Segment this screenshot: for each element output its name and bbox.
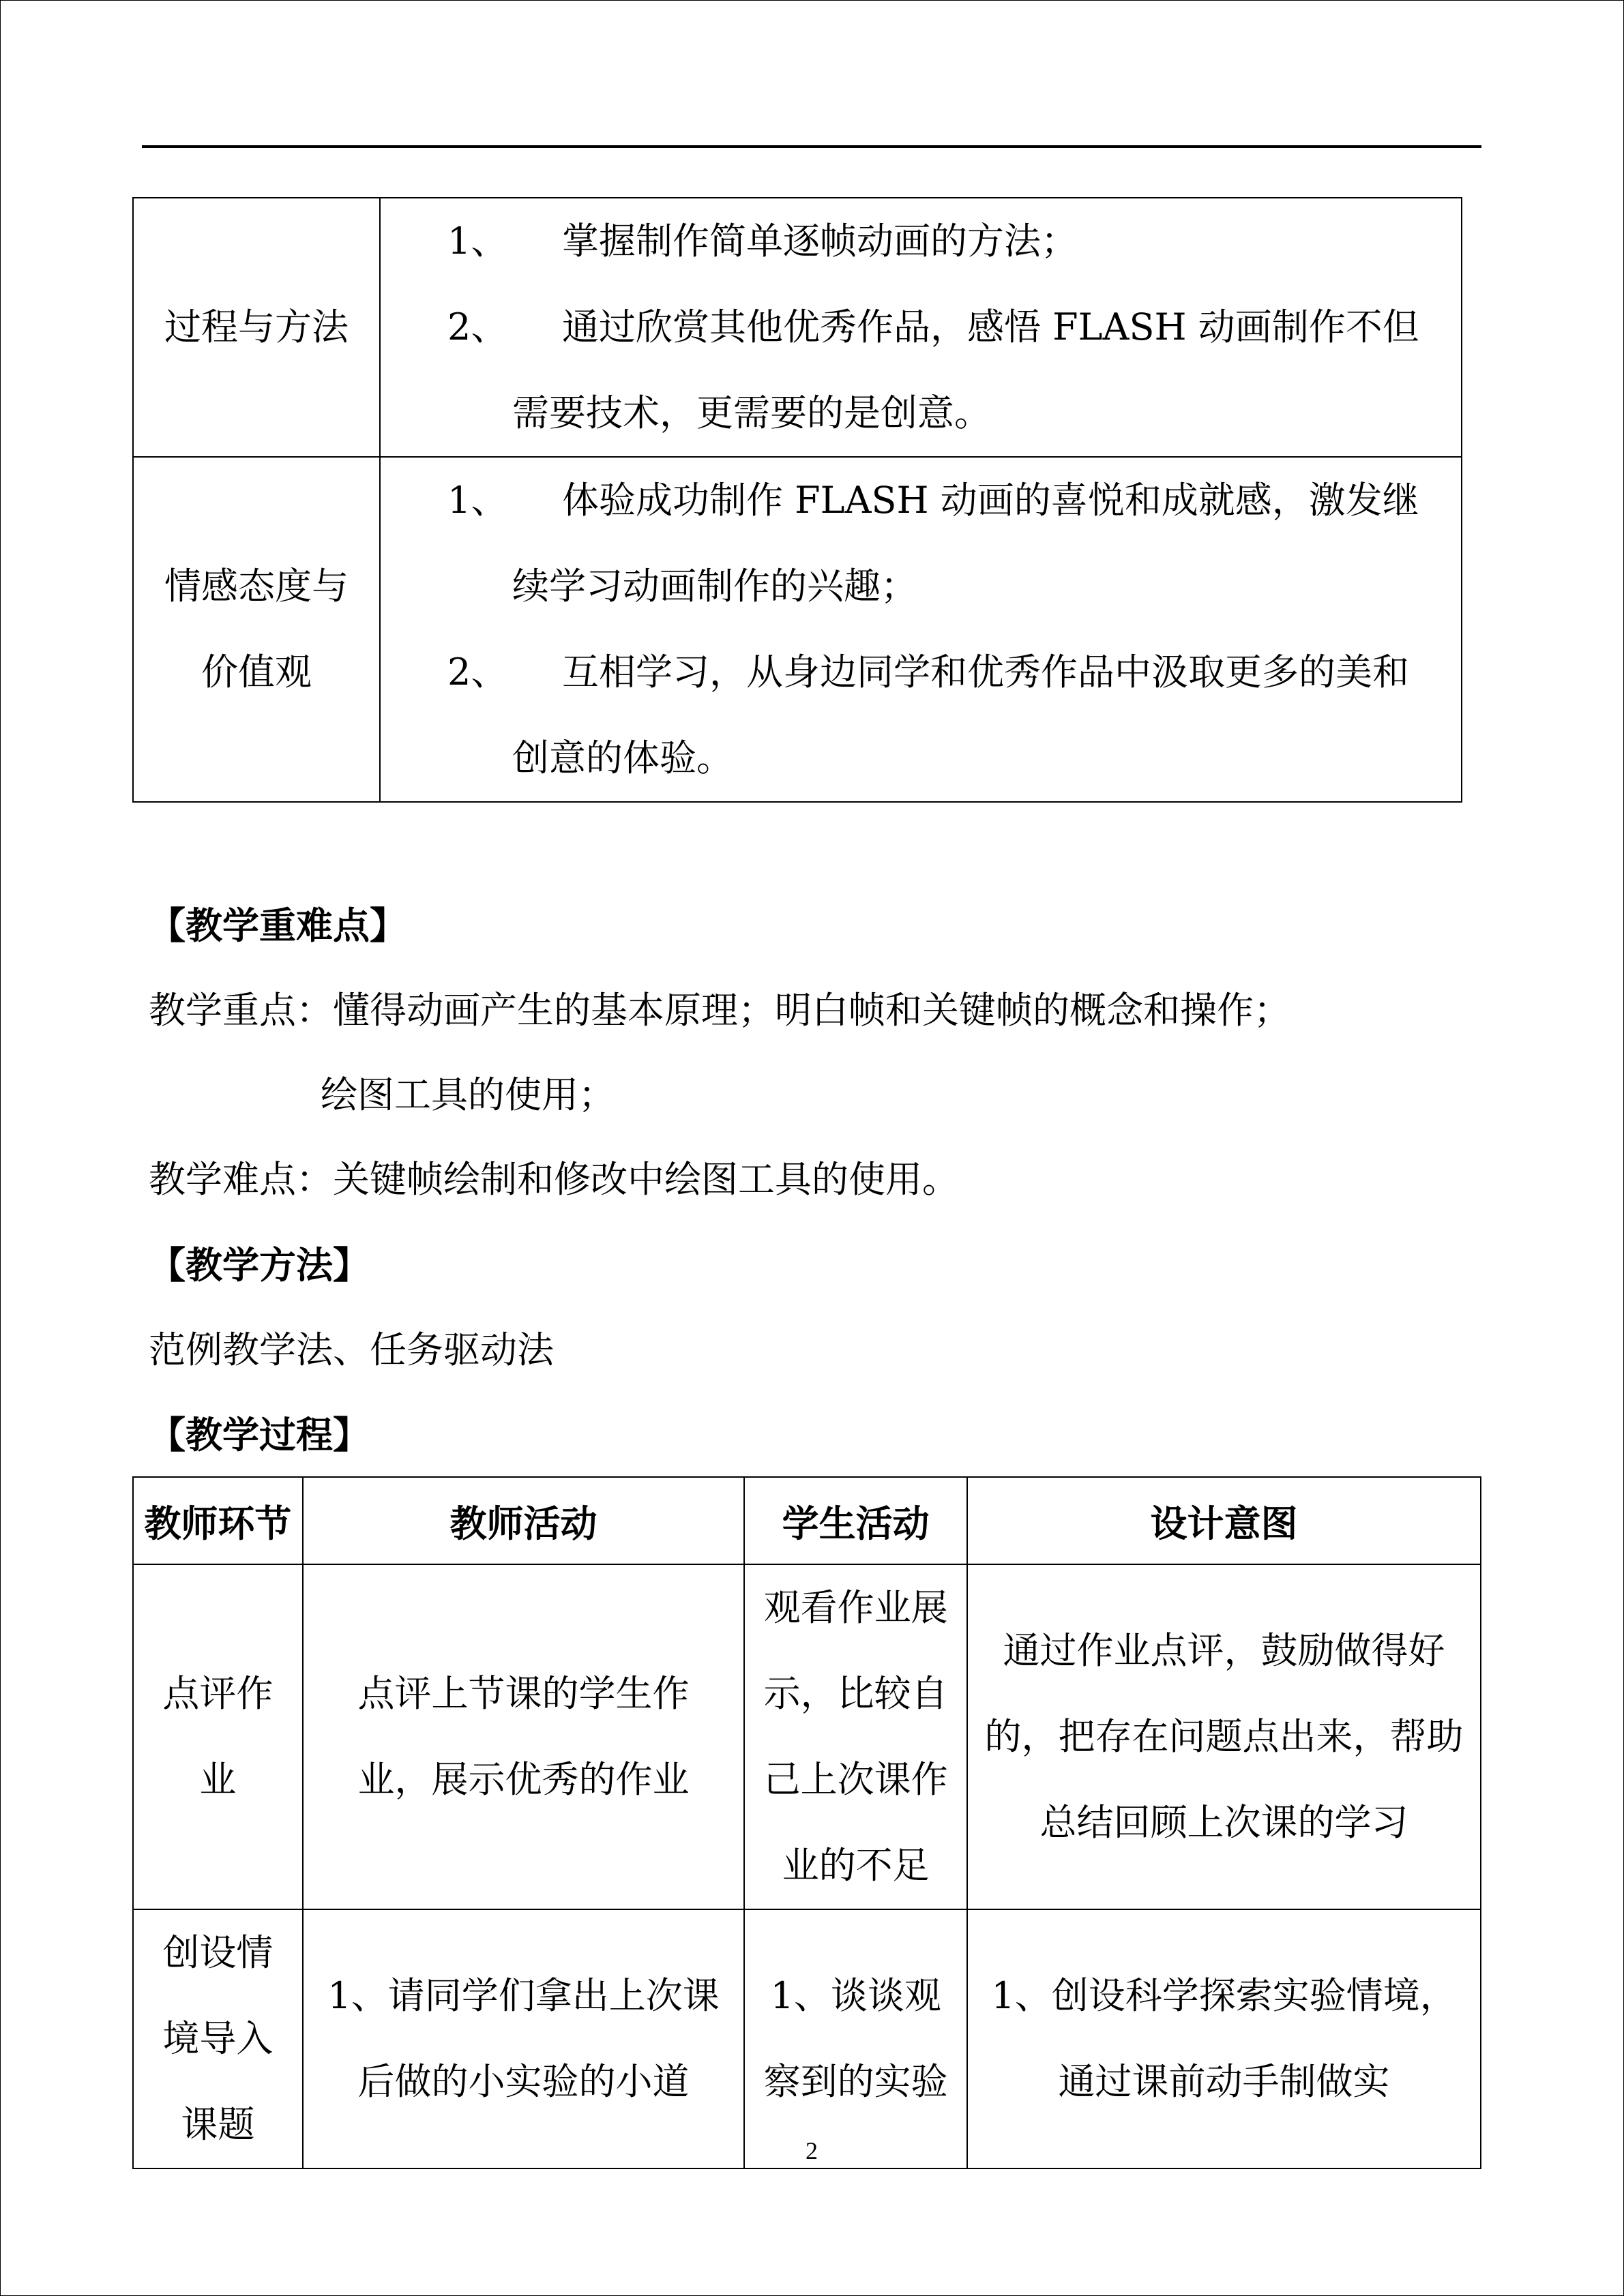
page-number: 2: [806, 2137, 818, 2164]
column-header: 教师环节: [133, 1477, 303, 1564]
process-heading: 【教学过程】: [149, 1413, 370, 1457]
item-text: 体验成功制作 FLASH 动画的喜悦和成就感，激发继续学习动画制作的兴趣；: [512, 479, 1419, 608]
teacher-activity-cell: 点评上节课的学生作业，展示优秀的作业: [303, 1564, 744, 1909]
list-item: [398, 629, 1434, 801]
objective-items: [380, 198, 1462, 457]
list-item: [398, 458, 1434, 629]
item-number: 2、: [447, 305, 508, 348]
focus-label: 教学重点：: [149, 989, 333, 1032]
design-intent-cell: 通过作业点评，鼓励做得好的，把存在问题点出来，帮助总结回顾上次课的学习: [967, 1564, 1481, 1909]
item-text: 互相学习，从身边同学和优秀作品中汲取更多的美和创意的体验。: [512, 651, 1409, 779]
methods-text: 范例教学法、任务驱动法: [149, 1328, 554, 1371]
list-item: [398, 284, 1434, 456]
stage-cell: 点评作业: [133, 1564, 303, 1909]
column-header: 设计意图: [967, 1477, 1481, 1564]
process-table: [132, 1476, 1481, 2169]
focus-text: 懂得动画产生的基本原理；明白帧和关键帧的概念和操作；: [333, 989, 1290, 1032]
student-activity-cell: 1、谈谈观察到的实验: [744, 1909, 967, 2168]
table-row: [133, 457, 1462, 802]
table-row: [133, 1909, 1481, 2168]
column-header: 教师活动: [303, 1477, 744, 1564]
list-item: [398, 198, 1434, 284]
design-intent-cell: 1、创设科学探索实验情境，通过课前动手制做实: [967, 1909, 1481, 2168]
objective-items: [380, 457, 1462, 802]
difficulty-line: [149, 1156, 959, 1204]
item-text: 掌握制作简单逐帧动画的方法；: [562, 220, 1078, 263]
teacher-activity-cell: 1、请同学们拿出上次课后做的小实验的小道: [303, 1909, 744, 2168]
item-number: 1、: [447, 479, 508, 522]
stage-cell: 创设情境导入课题: [133, 1909, 303, 2168]
objectives-table: [132, 197, 1462, 803]
item-text: 通过欣赏其他优秀作品，感悟 FLASH 动画制作不但需要技术，更需要的是创意。: [512, 305, 1419, 434]
item-number: 2、: [447, 651, 508, 694]
table-row: [133, 198, 1462, 457]
key-points-heading: 【教学重难点】: [149, 904, 407, 947]
methods-heading: 【教学方法】: [149, 1243, 370, 1287]
focus-line-1: [149, 987, 1290, 1034]
student-activity-cell: 观看作业展示，比较自己上次课作业的不足: [744, 1564, 967, 1909]
column-header: 学生活动: [744, 1477, 967, 1564]
focus-line-2: 绘图工具的使用；: [321, 1073, 615, 1116]
difficulty-label: 教学难点：: [149, 1158, 333, 1201]
table-row: [133, 1564, 1481, 1909]
difficulty-text: 关键帧绘制和修改中绘图工具的使用。: [333, 1158, 959, 1201]
item-number: 1、: [447, 220, 508, 263]
header-rule: [142, 145, 1481, 148]
table-header-row: [133, 1477, 1481, 1564]
objective-category: 情感态度与价值观: [133, 457, 380, 802]
objective-category: 过程与方法: [133, 198, 380, 457]
